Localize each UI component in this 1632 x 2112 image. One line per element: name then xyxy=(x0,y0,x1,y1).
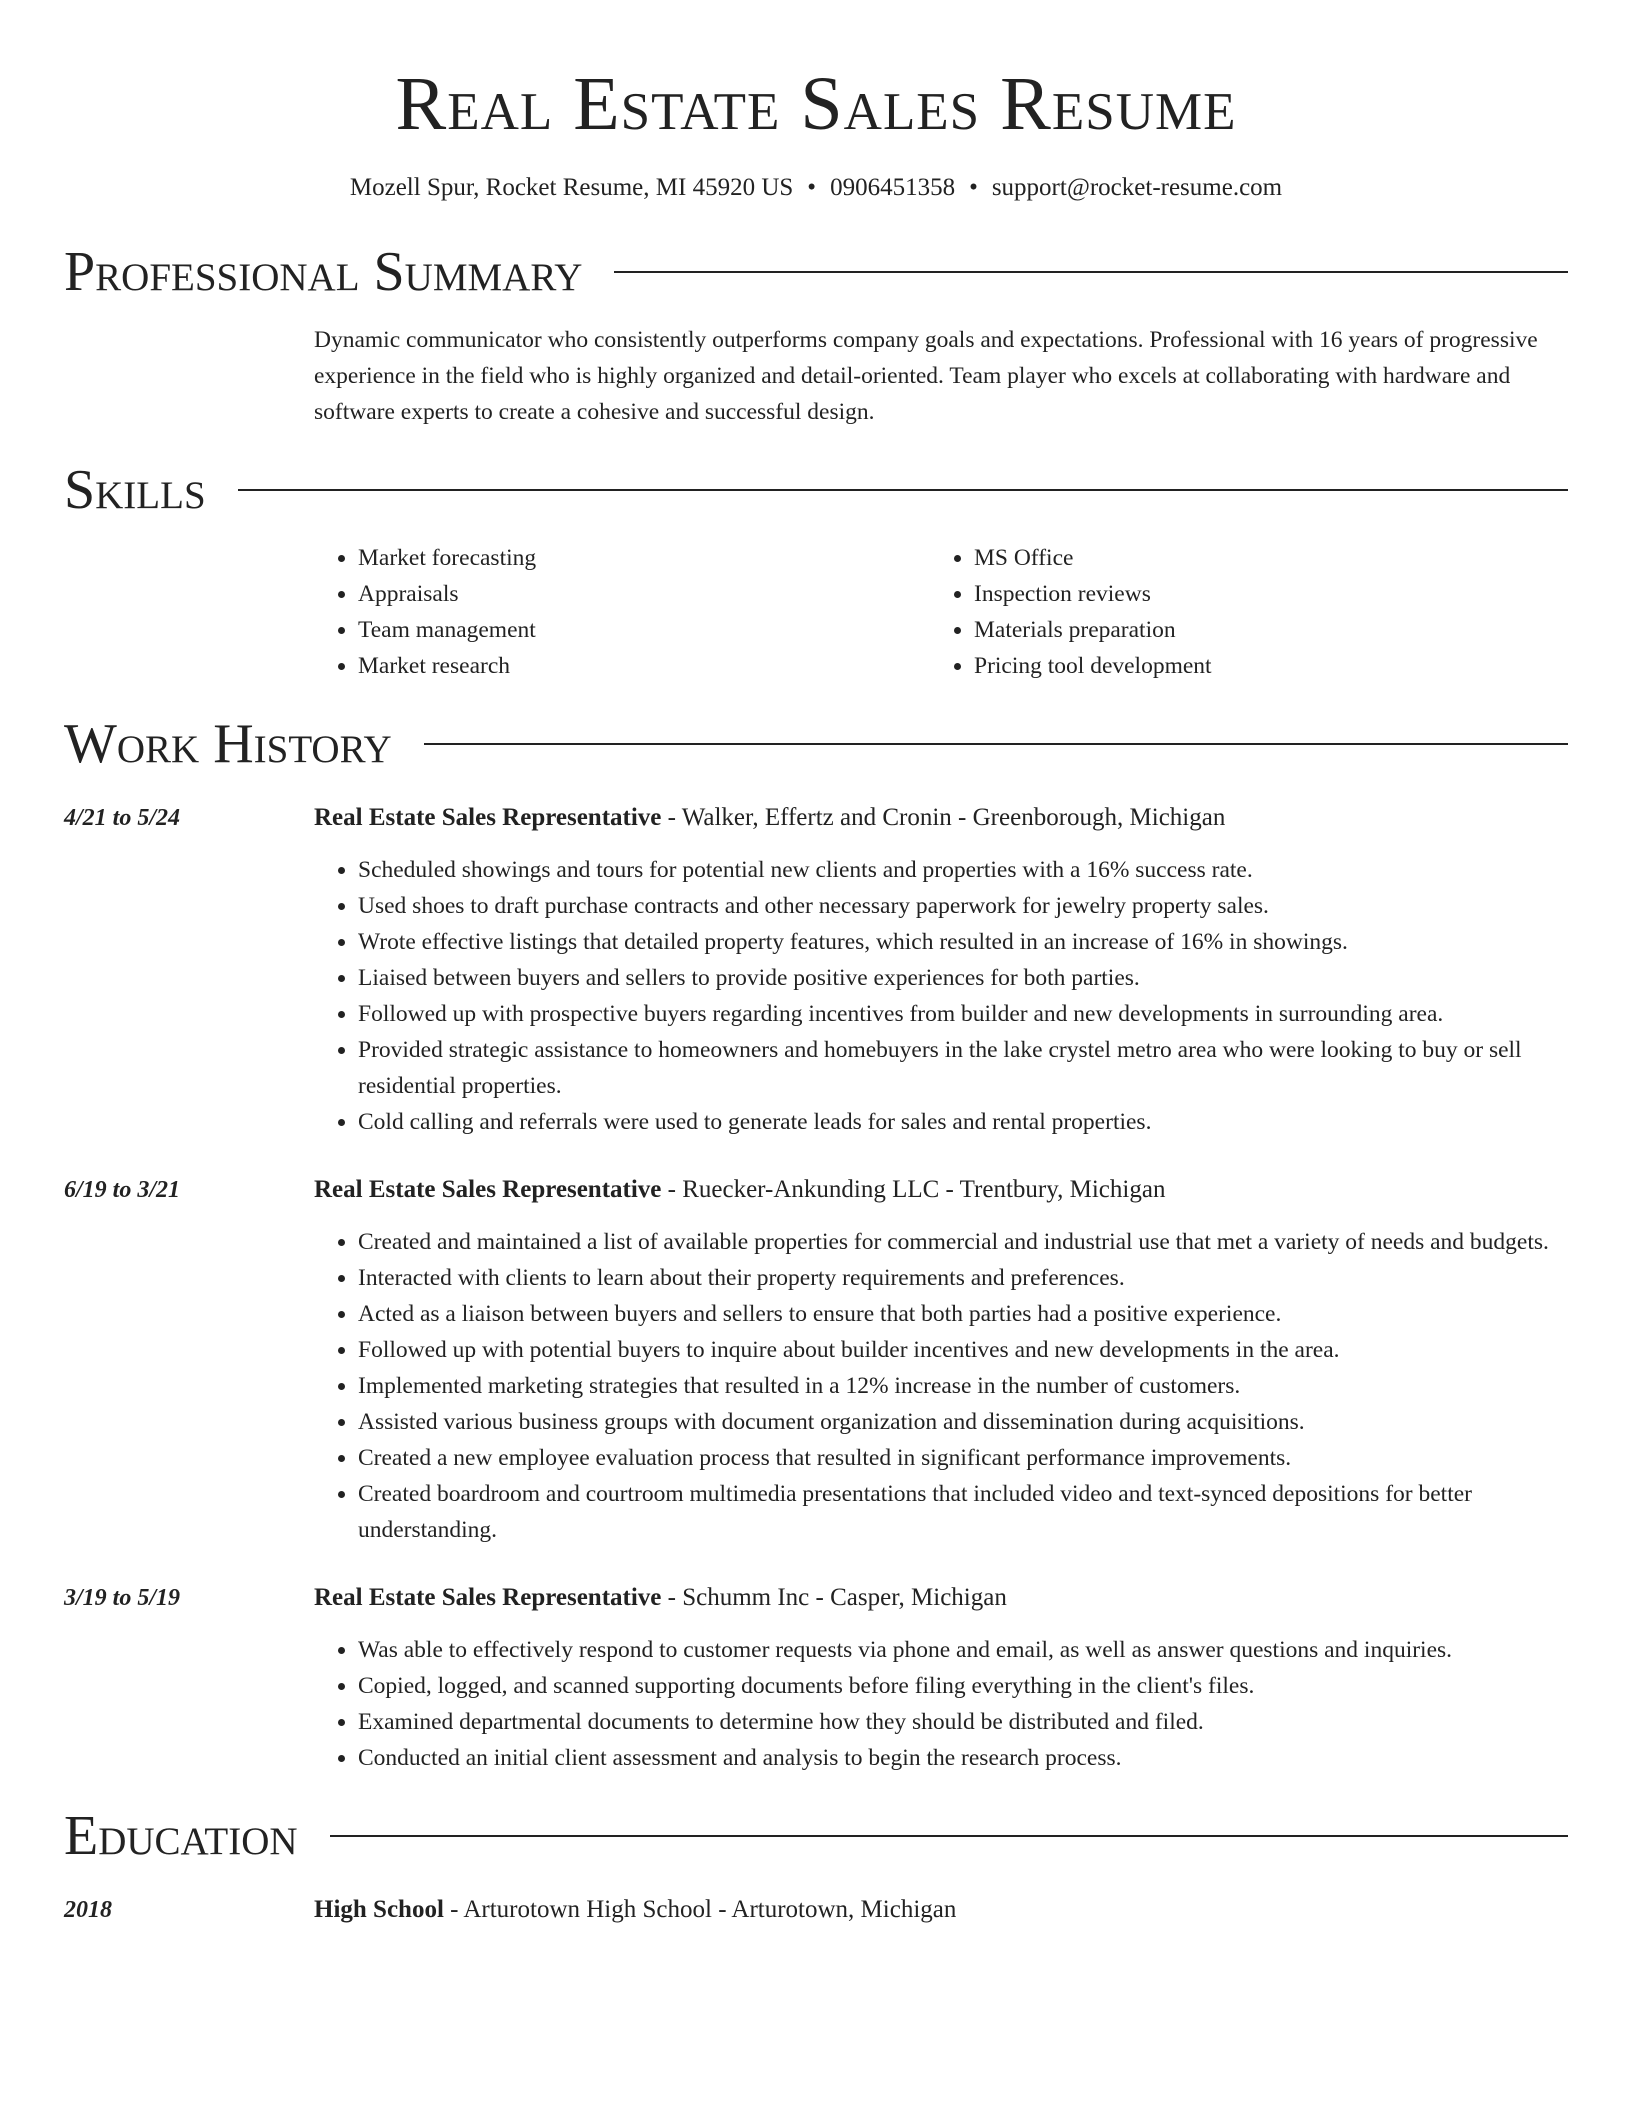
job-bullet: • Copied, logged, and scanned supporting documents before filing everything in the client's files. xyxy=(358,1668,1568,1704)
job-bullet: • Created boardroom and courtroom multimedia presentations that included video and text-synced depositions for better understanding. xyxy=(358,1476,1568,1548)
skill-item: • Market forecasting xyxy=(358,540,930,576)
education-entry xyxy=(64,1892,1568,1928)
job-body xyxy=(314,1580,1568,1776)
skill-item: • Pricing tool development xyxy=(974,648,1546,684)
contact-separator: • xyxy=(969,174,978,201)
job-bullet: • Used shoes to draft purchase contracts and other necessary paperwork for jewelry property sales. xyxy=(358,888,1568,924)
job-dates: 6/19 to 3/21 xyxy=(64,1177,181,1203)
job-body xyxy=(314,1172,1568,1548)
job-dates: 4/21 to 5/24 xyxy=(64,805,181,831)
contact-phone: 0906451358 xyxy=(830,174,956,201)
job-employer: - Schumm Inc - Casper, Michigan xyxy=(661,1584,1007,1611)
job-title-line xyxy=(314,800,1568,836)
summary-section-header xyxy=(64,240,1568,304)
job-bullet: • Examined departmental documents to determine how they should be distributed and filed. xyxy=(358,1704,1568,1740)
job-title: Real Estate Sales Representative xyxy=(314,1584,662,1611)
skill-item: • MS Office xyxy=(974,540,1546,576)
skill-item: • Team management xyxy=(358,612,930,648)
job-bullet: • Followed up with potential buyers to inquire about builder incentives and new developments in the area. xyxy=(358,1332,1568,1368)
job-bullets xyxy=(314,1224,1568,1548)
job-dates: 3/19 to 5/19 xyxy=(64,1585,181,1611)
section-divider xyxy=(614,271,1568,273)
skills-section-header xyxy=(64,458,1568,522)
contact-address: Mozell Spur, Rocket Resume, MI 45920 US xyxy=(349,174,794,201)
section-divider xyxy=(330,1835,1568,1837)
job-body xyxy=(314,800,1568,1140)
job-bullet: • Cold calling and referrals were used to generate leads for sales and rental properties. xyxy=(358,1104,1568,1140)
skill-item: • Market research xyxy=(358,648,930,684)
education-body xyxy=(314,1892,1568,1928)
education-degree: High School xyxy=(314,1896,444,1923)
job-bullet: • Implemented marketing strategies that resulted in a 12% increase in the number of customers. xyxy=(358,1368,1568,1404)
job-bullet: • Conducted an initial client assessment and analysis to begin the research process. xyxy=(358,1740,1568,1776)
contact-line xyxy=(64,172,1568,204)
job-bullet: • Followed up with prospective buyers regarding incentives from builder and new developments in surrounding area. xyxy=(358,996,1568,1032)
job-bullets xyxy=(314,1632,1568,1776)
skills-column-left xyxy=(314,540,930,684)
contact-separator: • xyxy=(807,174,817,201)
job-bullet: • Interacted with clients to learn about their property requirements and preferences. xyxy=(358,1260,1568,1296)
job-bullet: • Created and maintained a list of available properties for commercial and industrial use that met a variety of needs and budgets. xyxy=(358,1224,1568,1260)
job-bullet: • Scheduled showings and tours for potential new clients and properties with a 16% success rate. xyxy=(358,852,1568,888)
job-bullet: • Liaised between buyers and sellers to provide positive experiences for both parties. xyxy=(358,960,1568,996)
section-divider xyxy=(238,489,1568,491)
education-school: - Arturotown High School - Arturotown, Michigan xyxy=(443,1896,957,1923)
job-bullet: • Assisted various business groups with document organization and dissemination during acquisitions. xyxy=(358,1404,1568,1440)
section-divider xyxy=(424,743,1568,745)
summary-heading: Professional Summary xyxy=(64,241,583,303)
skill-item: • Inspection reviews xyxy=(974,576,1546,612)
job-bullet: • Wrote effective listings that detailed property features, which resulted in an increase of 16% in showings. xyxy=(358,924,1568,960)
job-employer: - Walker, Effertz and Cronin - Greenborough, Michigan xyxy=(661,804,1226,831)
resume-title: Real Estate Sales Resume xyxy=(395,62,1237,146)
resume-page xyxy=(64,0,1568,1928)
job-title: Real Estate Sales Representative xyxy=(314,1176,662,1203)
job-bullet: • Provided strategic assistance to homeowners and homebuyers in the lake crystel metro area who were looking to buy or sell residential properties. xyxy=(358,1032,1568,1104)
summary-text: Dynamic communicator who consistently outperforms company goals and expectations. Professional with 16 years of progressive experience in the field who is highly organized and detail-oriented. Team player who excels at collaborating with hardware and software experts to create a cohesive and successful design. xyxy=(314,327,1538,425)
skills-column-right xyxy=(930,540,1546,684)
work-section-header xyxy=(64,712,1568,776)
skill-item: • Appraisals xyxy=(358,576,930,612)
job-bullets xyxy=(314,852,1568,1140)
job-entry xyxy=(64,1172,1568,1548)
education-heading: Education xyxy=(64,1805,298,1867)
job-entry xyxy=(64,1580,1568,1776)
job-bullet: • Created a new employee evaluation process that resulted in significant performance improvements. xyxy=(358,1440,1568,1476)
skill-item: • Materials preparation xyxy=(974,612,1546,648)
job-title: Real Estate Sales Representative xyxy=(314,804,662,831)
skills-heading: Skills xyxy=(64,459,206,521)
skills-list xyxy=(314,540,1568,684)
education-section-header xyxy=(64,1804,1568,1868)
job-title-line xyxy=(314,1580,1568,1616)
contact-email[interactable]: support@rocket-resume.com xyxy=(991,174,1283,201)
education-line xyxy=(314,1892,1568,1928)
job-bullet: • Was able to effectively respond to customer requests via phone and email, as well as answer questions and inquiries. xyxy=(358,1632,1568,1668)
education-year: 2018 xyxy=(64,1897,112,1923)
job-entry xyxy=(64,800,1568,1140)
job-employer: - Ruecker-Ankunding LLC - Trentbury, Michigan xyxy=(661,1176,1166,1203)
job-title-line xyxy=(314,1172,1568,1208)
job-bullet: • Acted as a liaison between buyers and sellers to ensure that both parties had a positive experience. xyxy=(358,1296,1568,1332)
work-heading: Work History xyxy=(64,713,392,775)
